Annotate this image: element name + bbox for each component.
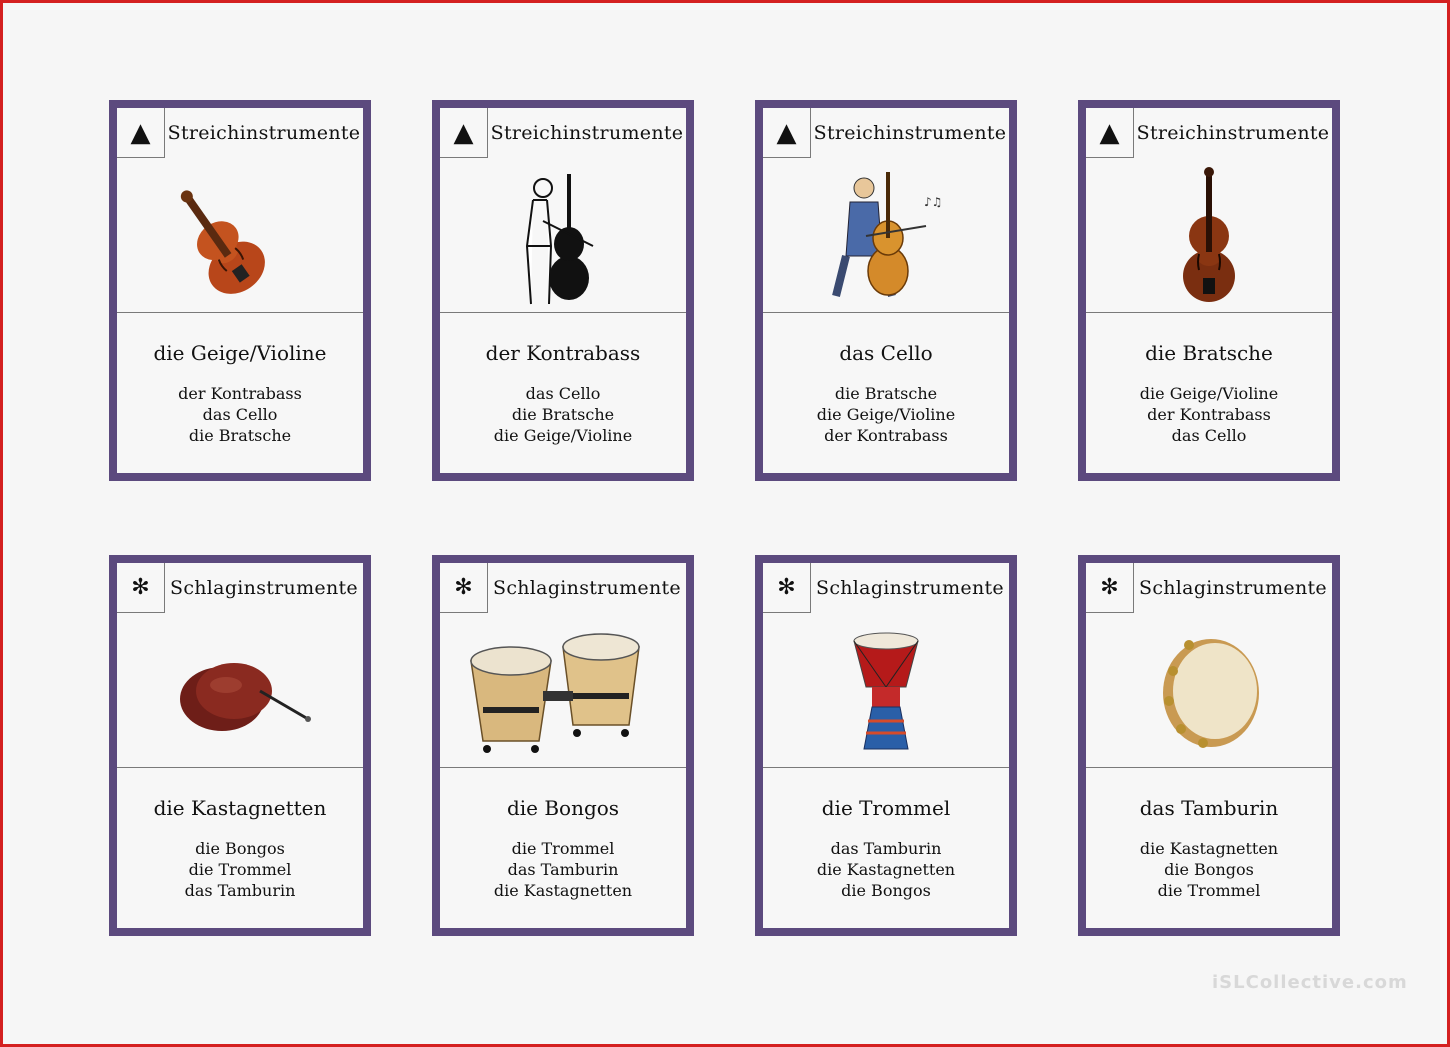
other-instrument: die Kastagnetten — [493, 881, 633, 900]
other-instrument: die Trommel — [188, 860, 292, 879]
other-instrument: das Cello — [525, 384, 601, 403]
viola-icon — [1126, 163, 1292, 308]
other-instrument: die Geige/Violine — [493, 426, 633, 445]
other-instrument: die Bongos — [841, 881, 931, 900]
drum-icon — [803, 618, 969, 763]
tambourine-icon — [1126, 618, 1292, 763]
other-instrument: die Trommel — [511, 839, 615, 858]
other-instrument: die Geige/Violine — [1139, 384, 1279, 403]
instrument-name: die Bratsche — [1145, 341, 1273, 365]
flashcard-tambourine — [1078, 555, 1340, 936]
category-label: Schlaginstrumente — [1139, 577, 1327, 599]
instrument-name: der Kontrabass — [485, 341, 641, 365]
triangle-icon: ▲ — [117, 108, 165, 158]
instrument-name: das Tamburin — [1139, 796, 1279, 820]
other-instrument: der Kontrabass — [178, 384, 302, 403]
other-instrument: das Tamburin — [830, 839, 942, 858]
svg-text:♪♫: ♪♫ — [924, 194, 943, 209]
triangle-icon: ▲ — [1086, 108, 1134, 158]
other-instrument: der Kontrabass — [1147, 405, 1271, 424]
category-label: Streichinstrumente — [1136, 122, 1330, 144]
category-label: Streichinstrumente — [813, 122, 1007, 144]
other-instrument: die Kastagnetten — [1139, 839, 1279, 858]
double-bass-icon — [480, 163, 646, 308]
watermark: iSLCollective.com — [1212, 972, 1408, 993]
triangle-icon: ▲ — [763, 108, 811, 158]
category-label: Streichinstrumente — [490, 122, 684, 144]
flashcard-bongos — [432, 555, 694, 936]
flashcard-double-bass — [432, 100, 694, 481]
other-instrument: das Cello — [1171, 426, 1247, 445]
other-instrument: die Bratsche — [188, 426, 292, 445]
flashcard-drum — [755, 555, 1017, 936]
other-instrument: die Bongos — [195, 839, 285, 858]
other-instrument: das Tamburin — [184, 881, 296, 900]
other-instrument: die Bratsche — [511, 405, 615, 424]
triangle-icon: ▲ — [440, 108, 488, 158]
flashcard-viola — [1078, 100, 1340, 481]
category-label: Schlaginstrumente — [816, 577, 1004, 599]
other-instrument: die Bratsche — [834, 384, 938, 403]
other-instrument: das Tamburin — [507, 860, 619, 879]
instrument-name: die Trommel — [821, 796, 951, 820]
asterisk-icon: ✻ — [763, 563, 811, 613]
flashcard-cello — [755, 100, 1017, 481]
bongos-icon — [460, 618, 666, 763]
other-instrument: der Kontrabass — [824, 426, 948, 445]
category-label: Streichinstrumente — [167, 122, 361, 144]
flashcard-violin — [109, 100, 371, 481]
flashcard-castanets — [109, 555, 371, 936]
category-label: Schlaginstrumente — [170, 577, 358, 599]
category-label: Schlaginstrumente — [493, 577, 681, 599]
instrument-name: das Cello — [839, 341, 933, 365]
other-instrument: die Bongos — [1164, 860, 1254, 879]
castanets-icon — [157, 618, 323, 763]
instrument-name: die Bongos — [506, 796, 620, 820]
other-instrument: die Geige/Violine — [816, 405, 956, 424]
asterisk-icon: ✻ — [440, 563, 488, 613]
instrument-name: die Geige/Violine — [153, 341, 327, 365]
asterisk-icon: ✻ — [1086, 563, 1134, 613]
asterisk-icon: ✻ — [117, 563, 165, 613]
other-instrument: das Cello — [202, 405, 278, 424]
violin-icon — [157, 163, 323, 308]
cello-icon — [803, 163, 969, 308]
other-instrument: die Trommel — [1157, 881, 1261, 900]
instrument-name: die Kastagnetten — [153, 796, 327, 820]
other-instrument: die Kastagnetten — [816, 860, 956, 879]
